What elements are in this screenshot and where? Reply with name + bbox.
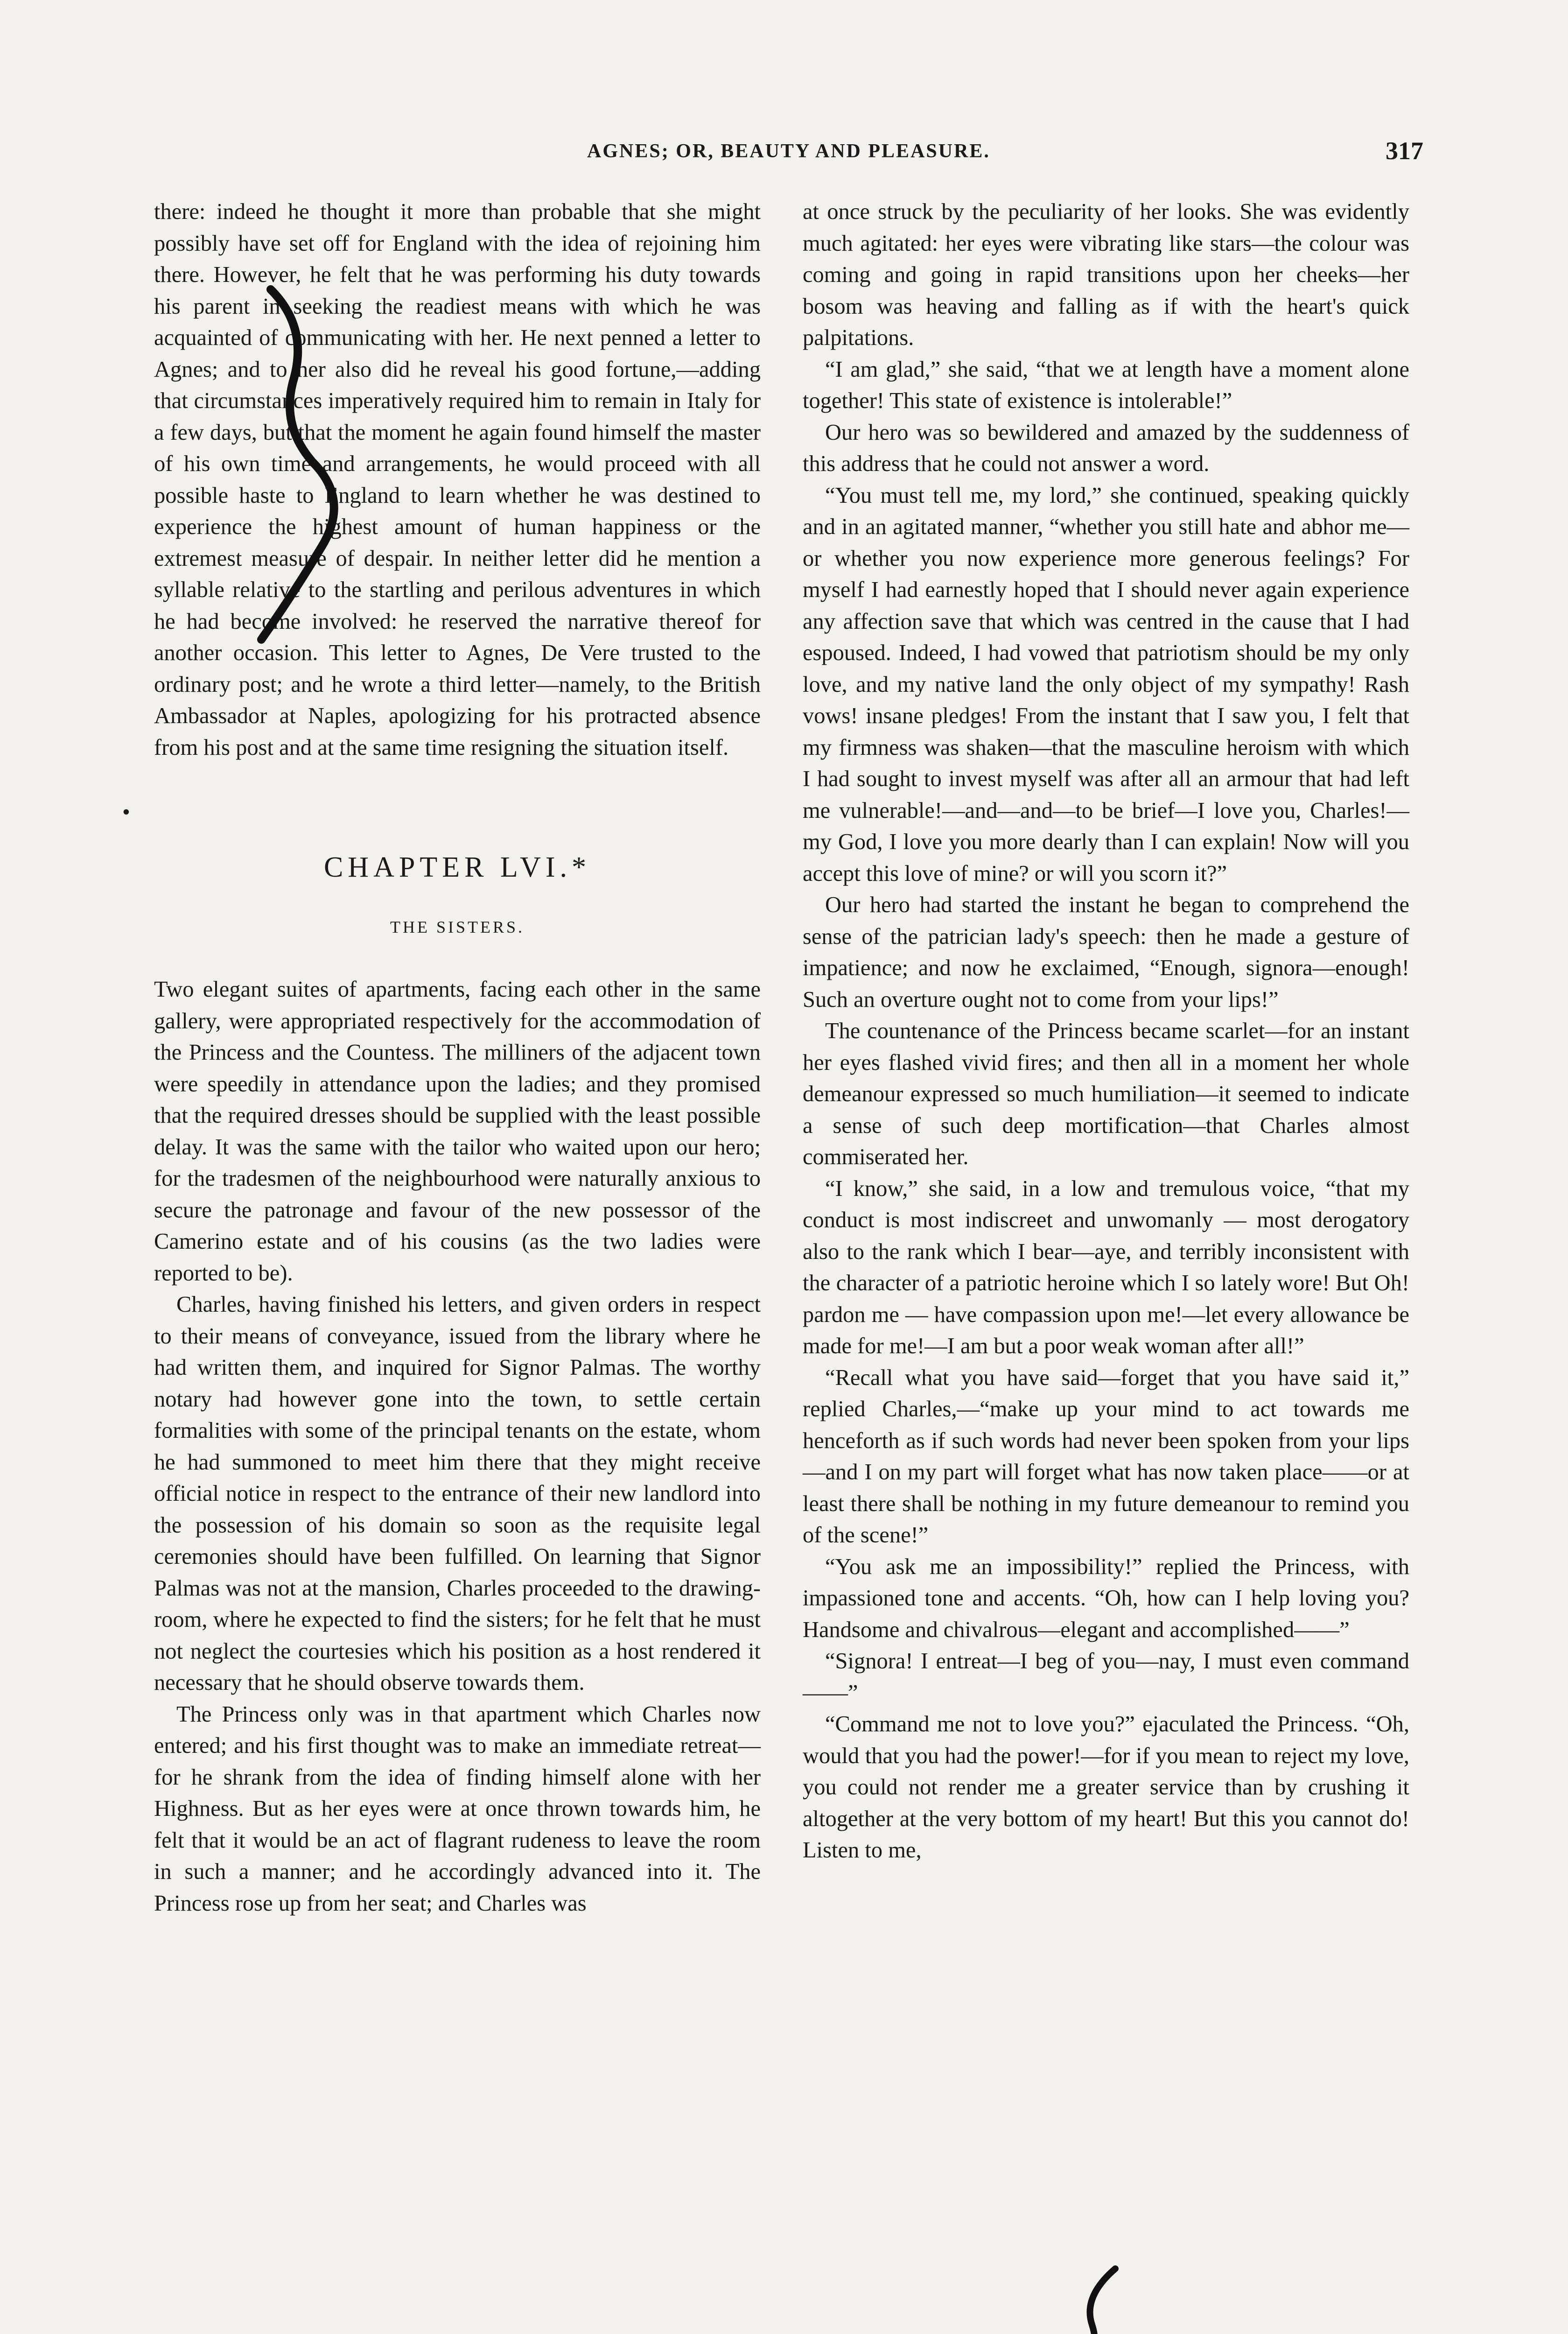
paragraph: “I am glad,” she said, “that we at length have a moment alone together! This state of existence is intolerable!”	[803, 357, 1409, 413]
paragraph: Two elegant suites of apartments, facing each other in the same gallery, were appropriated respectively for the accommodation of the Princess and the Countess. The milliners of the adjacent town were speedily in attendance upon the ladies; and they promised that the required dresses should be supplied with the least possible delay. It was the same with the tailor who waited upon our hero; for the tradesmen of the neighbourhood were naturally anxious to secure the patronage and favour of the new possessor of the Camerino estate and of his cousins (as the two ladies were reported to be).	[154, 977, 761, 1286]
paragraph: “I know,” she said, in a low and tremulous voice, “that my conduct is most indiscreet and unwomanly — most derogatory also to the rank which I bear—aye, and terribly inconsistent with the character of a patriotic heroine which I so lately wore! But Oh! pardon me — have compassion upon me!—let every allowance be made for me!—I am but a poor weak woman after all!”	[803, 1176, 1409, 1358]
paragraph: “Signora! I entreat—I beg of you—nay, I must even command——”	[803, 1649, 1409, 1705]
paragraph: Our hero was so bewildered and amazed by the suddenness of this address that he could not answer a word.	[803, 420, 1409, 476]
paragraph: “Command me not to love you?” ejaculated the Princess. “Oh, would that you had the power!—for if you mean to reject my love, you could not render me a greater service than by crushing it altogether at the very bottom of my heart! But this you cannot do! Listen to me,	[803, 1712, 1409, 1863]
ink-scribble-left	[243, 285, 383, 649]
paragraph: “You must tell me, my lord,” she continued, speaking quickly and in an agitated manner, “whether you still hate and abhor me—or whether you now experience more generous feelings? For myself I had earnestly hoped that I should never again experience any affection save that which was centred in the cause that I had espoused. Indeed, I had vowed that patriotism should be my only love, and my native land the only object of my sympathy! Rash vows! insane pledges! From the instant that I saw you, I felt that my firmness was shaken—that the masculine heroism with which I had sought to invest myself was after all an armour that had left me vulnerable!—and—and—to be brief—I love you, Charles!—my God, I love you more dearly than I can explain! Now will you accept this love of mine? or will you scorn it?”	[803, 483, 1409, 886]
paragraph: Our hero had started the instant he began to comprehend the sense of the patrician lady's speech: then he made a gesture of impatience; and now he exclaimed, “Enough, signora—enough! Such an overture ought not to come from your lips!”	[803, 893, 1409, 1012]
running-header	[154, 137, 1423, 173]
chapter-heading: CHAPTER LVI.*	[323, 851, 591, 883]
right-column	[803, 196, 1409, 1866]
paragraph: at once struck by the peculiarity of her looks. She was evidently much agitated: her eyes were vibrating like stars—the colour was coming and going in rapid transitions upon her cheeks—her bosom was heaving and falling as if with the heart's quick palpitations.	[803, 199, 1409, 350]
chapter-subtitle: THE SISTERS.	[390, 917, 525, 936]
page-number: 317	[1386, 137, 1423, 165]
paragraph: there: indeed he thought it more than probable that she might possibly have set off for England with the idea of rejoining him there. However, he felt that he was performing his duty towards his parent in seeking the readiest means with which he was acquainted of communicating with her. He next penned a letter to Agnes; and to her also did he reveal his good fortune,—adding that circumstances imperatively required him to remain in Italy for a few days, but that the moment he again found himself the master of his own time and arrangements, he would proceed with all possible haste to England to learn whether he was destined to experience the highest amount of human happiness or the extremest measure of despair. In neither letter did he mention a syllable relative to the startling and perilous adventures in which he had become involved: he reserved the narrative thereof for another occasion. This letter to Agnes, De Vere trusted to the ordinary post; and he wrote a third letter—namely, to the British Ambassador at Naples, apologizing for his protracted absence from his post and at the same time resigning the situation itself.	[154, 199, 761, 760]
paragraph: The countenance of the Princess became scarlet—for an instant her eyes flashed vivid fires; and then all in a moment her whole demeanour expressed so much humiliation—it seemed to indicate a sense of such deep mortification—that Charles almost commiserated her.	[803, 1019, 1409, 1169]
margin-mark: •	[122, 800, 130, 824]
paragraph: “You ask me an impossibility!” replied the Princess, with impassioned tone and accents. “Oh, how can I help loving you? Handsome and chivalrous—elegant and accomplished——”	[803, 1554, 1409, 1642]
paragraph: Charles, having finished his letters, and given orders in respect to their means of conveyance, issued from the library where he had written them, and inquired for Signor Palmas. The worthy notary had however gone into the town, to settle certain formalities with some of the principal tenants on the estate, whom he had summoned to meet him there that they might receive official notice in respect to the entrance of their new landlord into the possession of his domain so soon as the requisite legal ceremonies should have been fulfilled. On learning that Signor Palmas was not at the mansion, Charles proceeded to the drawing-room, where he expected to find the sisters; for he felt that he must not neglect the courtesies which his position as a host rendered it necessary that he should observe towards them.	[154, 1292, 761, 1695]
paragraph: “Recall what you have said—forget that you have said it,” replied Charles,—“make up your mind to act towards me henceforth as if such words had never been spoken from your lips—and I on my part will forget what has now taken place——or at least there shall be nothing in my future demeanour to remind you of the scene!”	[803, 1365, 1409, 1547]
running-title: AGNES; OR, BEAUTY AND PLEASURE.	[587, 141, 990, 162]
paragraph: The Princess only was in that apartment which Charles now entered; and his first thought was to make an immediate retreat—for he shrank from the idea of finding himself alone with her Highness. But as her eyes were at once thrown towards him, he felt that it would be an act of flagrant rudeness to leave the room in such a manner; and he accordingly advanced into it. The Princess rose up from her seat; and Charles was	[154, 1701, 761, 1916]
ink-scribble-right	[1064, 2264, 1139, 2334]
